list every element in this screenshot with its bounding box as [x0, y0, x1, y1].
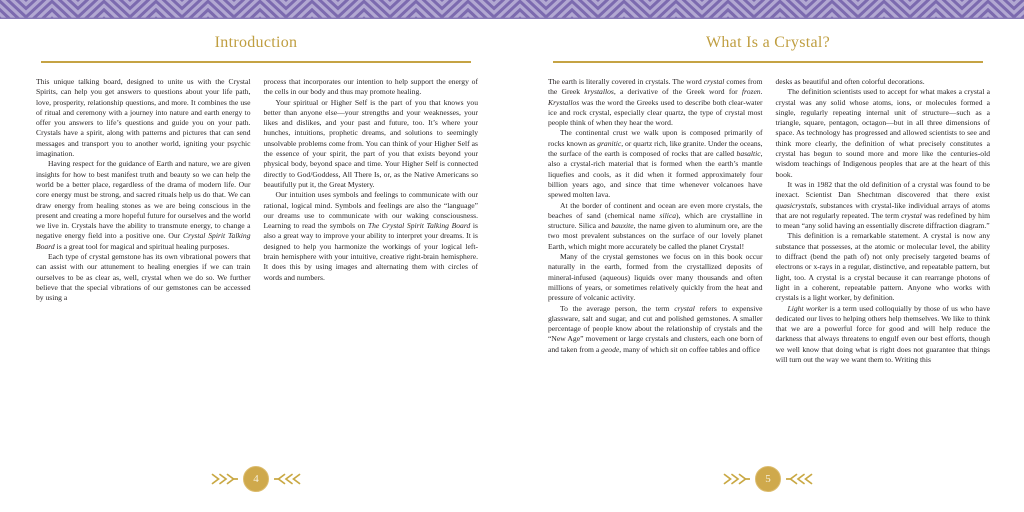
text-column [776, 77, 991, 365]
page-number-badge: 4 [243, 466, 269, 492]
paragraph: Each type of crystal gemstone has its own vibrational powers that can assist with our attunement to healing energies if we can train ourselves to be as clear as, well, crystal when we do so. We further believe that the special vibrations of our gemstones can be accessed by using a [36, 252, 251, 303]
paragraph: At the border of continent and ocean are even more crystals, the beaches of sand (chemical name silica), which are crystalline in structure. Silica and bauxite, the name given to aluminum ore, are the two most prevalent substances on the surface of our lovely planet Earth, which might more accurately be called the planet Crystal! [548, 200, 763, 251]
laurel-right-icon [274, 472, 301, 486]
laurel-left-icon [723, 472, 750, 486]
page-footer [512, 466, 1024, 492]
laurel-left-icon [211, 472, 238, 486]
paragraph: process that incorporates our intention to help support the energy of the cells in our body and thus may promote healing. [263, 77, 478, 97]
page-title: Introduction [214, 34, 298, 51]
paragraph: Many of the crystal gemstones we focus on in this book occur naturally in the earth, formed from the crystallized deposits of mineral-infused (aqueous) liquids over many thousands and often millions of years, or sometimes relatively quickly from the heat and pressure of volcanic activity. [548, 252, 763, 303]
chevron-pattern-border [0, 0, 1024, 19]
page-number-badge: 5 [755, 466, 781, 492]
paragraph: Having respect for the guidance of Earth and nature, we are given insights for how to best manifest truth and beauty so we can help the world be a better place, regardless of the drama of modern life. Our core energy must be strong, and sacred rituals help us do that. We can draw energy from healing stones as we are being conscious in the present and creating a more hopeful future for ourselves and the world we live in. Crystals have the ability to transmute energy, to change a negative energy field into a positive one. Our Crystal Spirit Talking Board is a great tool for magical and spiritual healing purposes. [36, 159, 251, 251]
paragraph: This unique talking board, designed to unite us with the Crystal Spirits, can help you get answers to questions about your life path, love, prosperity, relationship questions, and more. It combines the use of ritual and ceremony with a journey into nature and earth energy to offer you answers to life’s questions and guide you on your path. Crystals have a spirit, along with patterns and pictures that can send messages and transport you to another world, igniting your psychic imagination. [36, 77, 251, 159]
paragraph: To the average person, the term crystal refers to expensive glassware, salt and sugar, and cut and polished gemstones. A smaller percentage of people know about the relationship of crystals and the “New Age” movement or large crystals and clusters, each one born of and taken from a geode, many of which sit on coffee tables and office [548, 303, 763, 354]
text-columns [548, 77, 990, 365]
paragraph: desks as beautiful and often colorful decorations. [775, 77, 925, 86]
text-columns [36, 77, 478, 304]
text-column [548, 77, 763, 365]
laurel-right-icon [786, 472, 813, 486]
title-rule [41, 61, 471, 63]
page-title: What Is a Crystal? [705, 34, 831, 51]
paragraph: Your spiritual or Higher Self is the part of you that knows you better than anyone else—your strengths and your weaknesses, your likes and dislikes, and your past and future, too. It’s where your hunches, intuitions, prophetic dreams, and solutions to seemingly unsolvable problems come from. You can think of your Higher Self as the essence of your spirit, the part of you that exists beyond your physical body, beyond space and time. Your Higher Self is connected directly to God/Goddess, All There Is, or, as the Native Americans so beautifully put it, the Great Mystery. [263, 97, 478, 189]
page-left [0, 19, 512, 512]
paragraph: The definition scientists used to accept for what makes a crystal a crystal was any solid whose atoms, ions, or molecules formed a single, regularly repeating internal unit of structure—such as a triangle, square, pentagon, octagon—but in all three dimensions of space. As technology has progressed and allowed scientists to see and think more clearly, the definition of what precisely constitutes a crystal has begun to sound more and more like the centuries-old wisdom teachings of Indigenous peoples that are at the heart of this book. [775, 87, 990, 179]
paragraph: Light worker is a term used colloquially by those of us who have dedicated our lives to helping others help themselves. We like to think that we are a powerful force for good and will help reduce the darkness that always threatens to engulf even our best efforts, though we well know that doing what is right does not guarantee that things will turn out the way we want them to. Writing this [775, 303, 991, 365]
paragraph: Our intuition uses symbols and feelings to communicate with our rational, logical mind. Symbols and feelings are also the “language” our dreams use to communicate with our waking consciousness. Learning to read the symbols on The Crystal Spirit Talking Board is also a great way to improve your ability to interpret your dreams. It is designed to help you harmonize the workings of your logical left-brain hemisphere with your intuitive, creative right-brain hemisphere. It does this by using images and alternating them with circles of words and numbers. [263, 190, 478, 282]
text-column [264, 77, 479, 304]
paragraph: The continental crust we walk upon is composed primarily of rocks known as granitic, or quartz rich, like granite. Under the oceans, the surface of the earth is composed of rocks that are called basaltic, also a crystal-rich material that is formed when the earth’s mantle liquefies and cools, as it did when it formed approximately four billion years ago, and since that time whenever volcanoes have spewed molten lava. [548, 128, 763, 200]
text-column [36, 77, 251, 304]
page-right [512, 19, 1024, 512]
title-rule [553, 61, 983, 63]
paragraph: It was in 1982 that the old definition of a crystal was found to be inexact. Scientist Dan Shechtman discovered that there exist quasicrystals, substances with crystal-like individual arrays of atoms that are not regularly repeated. The term crystal was redefined by him to mean “any solid having an essentially discrete diffraction diagram.” [775, 179, 990, 231]
page-footer [0, 466, 512, 492]
paragraph: This definition is a remarkable statement. A crystal is now any substance that possesses, at the atomic or molecular level, the ability to diffract (bend the path of) not only precisely targeted beams of electrons or x-rays in a regular, distinctive, and repeatable pattern, but light, too. A crystal is a crystal because it can rearrange photons of light in a coherent, repeatable pattern. Anyone who works with crystals is a light worker, by definition. [775, 231, 990, 303]
paragraph: The earth is literally covered in crystals. The word crystal comes from the Greek krystallos, a derivative of the Greek word for frozen. Krystallos was the word the Greeks used to describe both clear-water ice and rock crystal, especially clear quartz, the type of crystal most people think of when they hear the word. [548, 77, 763, 128]
